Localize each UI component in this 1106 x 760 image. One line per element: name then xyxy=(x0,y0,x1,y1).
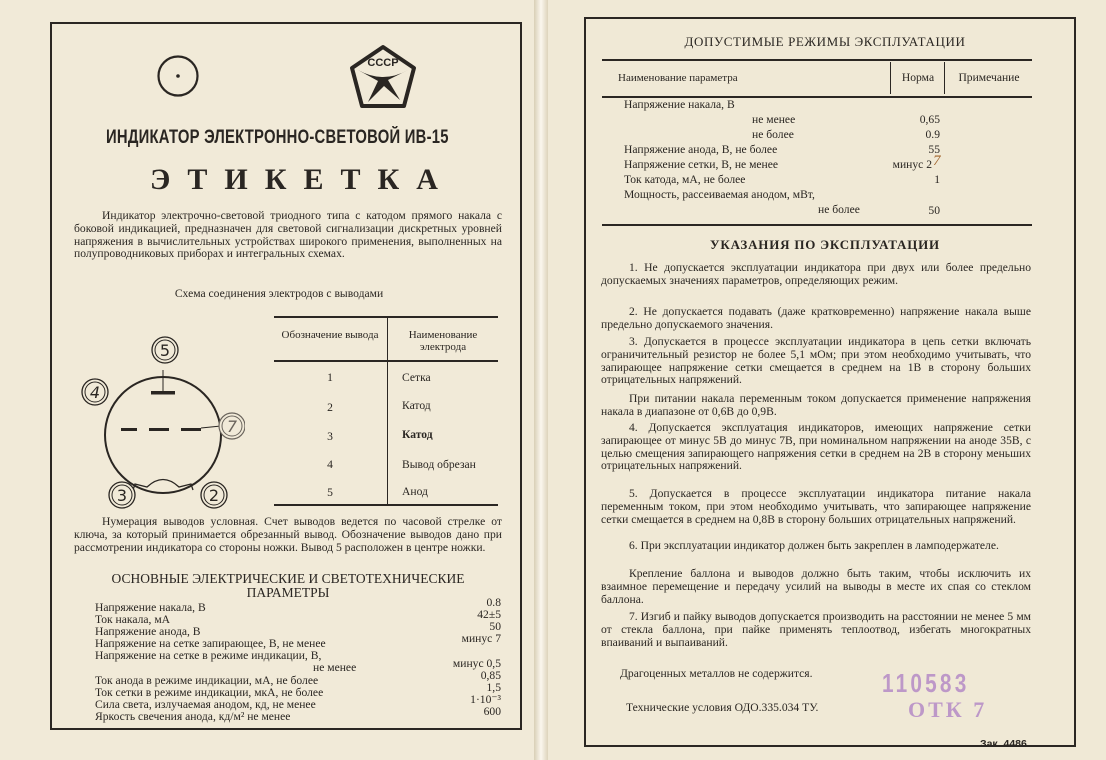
left-page xyxy=(0,0,534,760)
order-number: Зак. 4486 xyxy=(980,738,1027,750)
modes-header-note: Примечание xyxy=(958,71,1020,84)
mode-value: 0,65 xyxy=(919,113,940,126)
electrode-name: Катод xyxy=(402,428,433,441)
usage-item-5: 5. Допускается в процессе эксплуатации индикатора питание накала переменным током, при этом необходимо учитывать, что запирающее напряжение сетки смещается в среднем на 0,8В в сторону больших отрицательных напряжений. xyxy=(601,487,1031,526)
param-name: Напряжение анода, В xyxy=(95,625,201,638)
usage-item-6: 6. При эксплуатации индикатор должен быть закреплен в ламподержателе. xyxy=(629,539,999,552)
param-name: Ток сетки в режиме индикации, мкА, не более xyxy=(95,686,324,699)
schema-caption: Схема соединения электродов с выводами xyxy=(174,287,384,300)
round-mark-icon xyxy=(156,54,200,98)
mode-value: 0.9 xyxy=(925,128,940,141)
pin-table-header-name: Наименование электрода xyxy=(408,329,478,353)
pin-4-marker xyxy=(82,379,108,405)
pin-7-marker xyxy=(219,413,245,439)
svg-text:4: 4 xyxy=(89,383,101,402)
mode-value: минус 2 xyxy=(892,158,932,171)
modes-header-name: Наименование параметра xyxy=(618,72,738,84)
pin-5-marker xyxy=(152,337,178,363)
param-name: Сила света, излучаемая анодом, кд, не менее xyxy=(95,698,316,711)
document-type-heading: ЭТИКЕТКА xyxy=(150,163,455,196)
usage-item-6-note: Крепление баллона и выводов должно быть таким, чтобы исключить их взаимное перемещение и передачу усилий на выводы в месте их спая со стеклом баллона. xyxy=(601,567,1031,606)
param-name: Напряжение на сетке запирающее, В, не менее xyxy=(95,637,326,650)
electrode-name: Вывод обрезан xyxy=(402,458,476,471)
right-page xyxy=(548,0,1106,760)
usage-item-1: 1. Не допускается эксплуатации индикатора при двух или более предельно допускаемых значениях параметров, определяющих режим. xyxy=(601,261,1031,287)
mode-value: 1 xyxy=(934,173,940,186)
params-heading-line-1: ОСНОВНЫЕ ЭЛЕКТРИЧЕСКИЕ И СВЕТОТЕХНИЧЕСКИЕ xyxy=(111,571,465,586)
pin-number: 1 xyxy=(327,371,333,384)
param-value: 0.8 xyxy=(486,596,501,609)
pin-number: 4 xyxy=(327,458,333,471)
params-heading xyxy=(74,572,502,600)
pin-number: 5 xyxy=(327,486,333,499)
param-value: 0,85 xyxy=(480,669,501,682)
mode-name: Напряжение анода, В, не более xyxy=(624,143,778,156)
ussr-quality-mark-icon xyxy=(348,44,418,110)
param-name: Ток накала, мА xyxy=(95,613,171,626)
pin-2-marker xyxy=(201,482,227,508)
svg-text:СССР: СССР xyxy=(367,57,399,69)
mode-name: не менее xyxy=(752,113,796,126)
svg-text:2: 2 xyxy=(208,486,220,505)
param-name: Напряжение на сетке в режиме индикации, В, xyxy=(95,649,322,662)
mode-name: Ток катода, мА, не более xyxy=(624,173,746,186)
modes-table xyxy=(602,59,1032,229)
svg-text:5: 5 xyxy=(159,341,171,360)
mode-name: Напряжение накала, В xyxy=(624,98,735,111)
mode-name: не более xyxy=(752,128,794,141)
param-name: Яркость свечения анода, кд/м² не менее xyxy=(95,710,291,723)
param-value: минус 7 xyxy=(461,632,501,645)
param-value: 1·10⁻³ xyxy=(470,693,501,706)
usage-item-2: 2. Не допускается подавать (даже кратковременно) напряжение накала выше предельно допускаемого значения. xyxy=(601,305,1031,331)
device-title: ИНДИКАТОР ЭЛЕКТРОННО-СВЕТОВОЙ ИВ-15 xyxy=(106,127,449,148)
otk-stamp: ОТК 7 xyxy=(908,697,988,722)
pin-number: 2 xyxy=(327,401,333,414)
page-gutter xyxy=(534,0,548,760)
electrode-name: Анод xyxy=(402,485,428,498)
mode-value: 50 xyxy=(928,204,940,217)
params-heading-line-2: ПАРАМЕТРЫ xyxy=(246,585,330,600)
param-value: минус 0,5 xyxy=(452,657,501,670)
svg-text:3: 3 xyxy=(116,486,128,505)
param-value: 50 xyxy=(489,620,501,633)
usage-item-4: 4. Допускается эксплуатация индикаторов, имеющих напряжение сетки запирающее от минус 5В до минус 7В, при номинальном напряжении на аноде 35В, с целью смещения запирающего напряжения сетки в среднем на 2В в сторону меньших отрицательных напряжений. xyxy=(601,421,1031,473)
param-value: 1,5 xyxy=(486,681,501,694)
pin-table-header-pin: Обозначение вывода xyxy=(281,329,379,341)
param-name-cont: не менее xyxy=(313,661,357,674)
electrode-name: Катод xyxy=(402,399,431,412)
otk-date-stamp: 110583 xyxy=(882,668,970,698)
pin-table xyxy=(274,316,498,506)
usage-item-3: 3. Допускается в процессе эксплуатации индикатора в цепь сетки включать ограничительный резистор не более 5,1 мОм; при этом необходимо учитывать, что запирающее напряжение сетки смещается в среднем на 1В в сторону больших отрицательных напряжений. xyxy=(601,335,1031,387)
numbering-note: Нумерация выводов условная. Счет выводов ведется по часовой стрелке от ключа, за который принимается обрезанный вывод. Обозначение выводов дано при рассмотрении индикатора со стороны ножки. Вывод 5 расположен в центре ножки. xyxy=(74,515,502,554)
electrode-name: Сетка xyxy=(402,371,431,384)
usage-title: УКАЗАНИЯ ПО ЭКСПЛУАТАЦИИ xyxy=(710,237,940,252)
quality-mark-logo xyxy=(348,44,418,110)
param-name: Напряжение накала, В xyxy=(95,601,206,614)
tech-conditions: Технические условия ОДО.335.034 ТУ. xyxy=(626,701,819,714)
mode-name: не более xyxy=(818,203,860,216)
mode-name: Напряжение сетки, В, не менее xyxy=(624,158,779,171)
param-name: Ток анода в режиме индикации, мА, не более xyxy=(95,674,319,687)
usage-item-7: 7. Изгиб и пайку выводов допускается производить на расстоянии не менее 5 мм от стекла баллона, при пайке применять теплоотвод, избегать многократных впаиваний и выпаиваний. xyxy=(601,610,1031,649)
param-value: 600 xyxy=(483,705,501,718)
svg-text:7: 7 xyxy=(226,417,238,436)
pin-number: 3 xyxy=(327,430,333,443)
intro-paragraph: Индикатор электрочно-световой триодного типа с катодом прямого накала с боковой индикацией, предназначен для световой сигнализации дискретных уровней напряжения в вычислительных устройствах широкого применения, выполненных на полупроводниковых приборах и интегральных схемах. xyxy=(74,209,502,261)
modes-title: ДОПУСТИМЫЕ РЕЖИМЫ ЭКСПЛУАТАЦИИ xyxy=(684,34,966,49)
param-value: 42±5 xyxy=(477,608,501,621)
pin-diagram xyxy=(75,330,245,510)
modes-header-norm: Норма xyxy=(901,71,935,84)
mode-value: 55 xyxy=(928,143,940,156)
usage-item-3-note: При питании накала переменным током допускается применение напряжения накала в диапазоне от 0,6В до 0,9В. xyxy=(601,392,1031,418)
precious-metals-note: Драгоценных металлов не содержится. xyxy=(620,667,813,680)
handwritten-correction: 7 xyxy=(933,153,941,169)
pin-3-marker xyxy=(109,482,135,508)
mode-name: Мощность, рассеиваемая анодом, мВт, xyxy=(624,188,815,201)
